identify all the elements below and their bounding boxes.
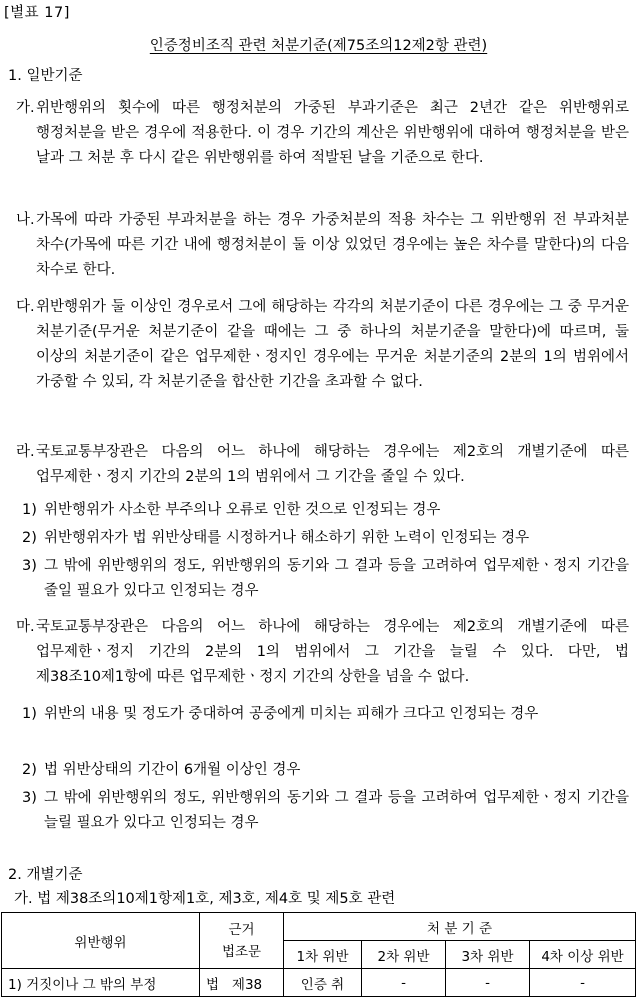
subheader-3: 3차 위반 [446, 941, 530, 969]
item-text: 국토교통부장관은 다음의 어느 하나에 해당하는 경우에는 제2호의 개별기준에 따른 업무제한ㆍ정지 기간의 2분의 1의 범위에서 그 기간을 늘릴 수 있다. 다만, 법 제38조10제1항에 따른 업무제한ㆍ정지 기간의 상한을 넘을 수 없다. [36, 619, 629, 685]
header-basis-line2: 법조문 [221, 943, 262, 960]
sub-item-ma-2 [22, 758, 629, 783]
item-mark: 2) [22, 762, 37, 778]
item-mark: 마. [16, 619, 35, 635]
header-basis-line1: 근거 [228, 921, 255, 938]
table-header-row [2, 913, 636, 941]
item-text: 그 밖에 위반행위의 정도, 위반행위의 동기와 그 결과 등을 고려하여 업무제한ㆍ정지 기간을 늘릴 필요가 있다고 인정되는 경우 [44, 790, 629, 831]
item-mark: 나. [16, 212, 35, 228]
section2-subheading: 가. 법 제38조의10제1항제1호, 제3호, 제4호 및 제5호 관련 [14, 891, 396, 907]
item-mark: 2) [22, 530, 37, 546]
item-mark: 1) [22, 502, 37, 518]
subheader-1: 1차 위반 [284, 941, 362, 969]
item-mark: 3) [22, 558, 37, 574]
item-mark: 라. [16, 444, 35, 460]
subheader-2: 2차 위반 [362, 941, 446, 969]
page-title [0, 34, 637, 55]
row-value-3: - [446, 969, 530, 997]
header-basis [200, 913, 284, 969]
item-mark: 다. [16, 299, 35, 315]
header-violation: 위반행위 [2, 913, 200, 969]
item-mark: 가. [16, 100, 35, 116]
item-text: 그 밖에 위반행위의 정도, 위반행위의 동기와 그 결과 등을 고려하여 업무제한ㆍ정지 기간을 줄일 필요가 있다고 인정되는 경우 [44, 558, 629, 599]
title-text: 인증정비조직 관련 처분기준(제75조의12제2항 관련) [149, 38, 488, 54]
list-item-ga [16, 96, 629, 171]
item-mark: 1) [22, 706, 37, 722]
row-value-2: - [362, 969, 446, 997]
annex-tag: [별표 17] [4, 5, 70, 21]
list-item-ma [16, 615, 629, 690]
section2-heading: 2. 개별기준 [8, 867, 83, 883]
item-text: 위반의 내용 및 정도가 중대하여 공중에게 미치는 피해가 크다고 인정되는 경우 [44, 706, 539, 722]
item-text: 위반행위가 사소한 부주의나 오류로 인한 것으로 인정되는 경우 [44, 502, 441, 518]
item-text: 국토교통부장관은 다음의 어느 하나에 해당하는 경우에는 제2호의 개별기준에 따른 업무제한ㆍ정지 기간의 2분의 1의 범위에서 그 기간을 줄일 수 있다. [36, 444, 629, 485]
row-basis: 법 제38 [200, 969, 284, 997]
section1-heading: 1. 일반기준 [8, 68, 83, 84]
list-item-da [16, 295, 629, 395]
item-text: 위반행위가 둘 이상인 경우로서 그에 해당하는 각각의 처분기준이 다른 경우에는 그 중 무거운 처분기준(무거운 처분기준이 같을 때에는 그 중 하나의 처분기준을 말한다)에 따르며, 둘 이상의 처분기준이 같은 업무제한ㆍ정지인 경우에는 무거운 처분기준의 2분의 1의 범위에서 가중할 수 있되, 각 처분기준을 합산한 기간을 초과할 수 없다. [36, 299, 629, 390]
item-mark: 3) [22, 790, 37, 806]
sub-item-ma-1 [22, 702, 629, 727]
list-item-ra [16, 440, 629, 490]
row-violation: 1) 거짓이나 그 밖의 부정 [2, 969, 200, 997]
item-text: 위반행위의 횟수에 따른 행정처분의 가중된 부과기준은 최근 2년간 같은 위반행위로 행정처분을 받은 경우에 적용한다. 이 경우 기간의 계산은 위반행위에 대하여 행정처분을 받은 날과 그 처분 후 다시 같은 위반행위를 하여 적발된 날을 기준으로 한다. [36, 100, 629, 166]
sub-item-ma-3 [22, 786, 629, 836]
criteria-table [1, 912, 636, 997]
header-criteria: 처 분 기 준 [284, 913, 636, 941]
sub-item-ra-3 [22, 554, 629, 604]
sub-item-ra-1 [22, 498, 629, 523]
table-row [2, 969, 636, 997]
row-value-1: 인증 취 [284, 969, 362, 997]
subheader-4: 4차 이상 위반 [530, 941, 636, 969]
list-item-na [16, 208, 629, 283]
sub-item-ra-2 [22, 526, 629, 551]
item-text: 위반행위자가 법 위반상태를 시정하거나 해소하기 위한 노력이 인정되는 경우 [44, 530, 530, 546]
row-value-4: - [530, 969, 636, 997]
item-text: 가목에 따라 가중된 부과처분을 하는 경우 가중처분의 적용 차수는 그 위반행위 전 부과처분 차수(가목에 따른 기간 내에 행정처분이 둘 이상 있었던 경우에는 높은 차수를 말한다)의 다음 차수로 한다. [36, 212, 629, 278]
item-text: 법 위반상태의 기간이 6개월 이상인 경우 [44, 762, 301, 778]
